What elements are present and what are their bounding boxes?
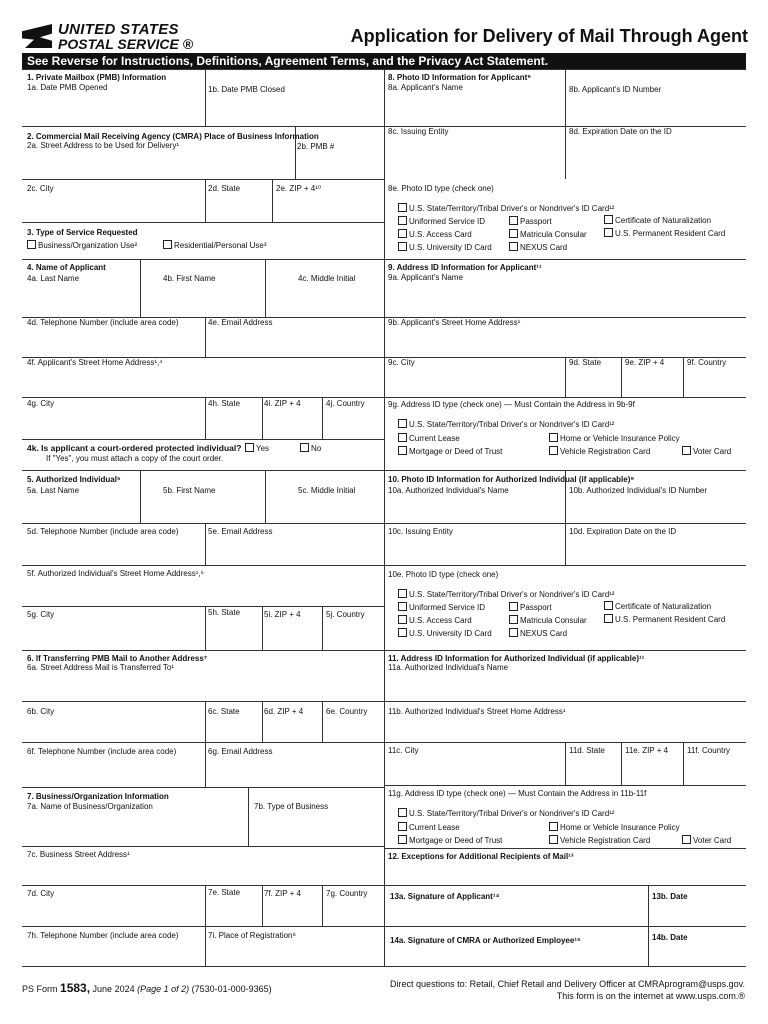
instructions-bar: See Reverse for Instructions, Definitions, Agreement Terms, and the Privacy Act Statement. (22, 53, 746, 69)
grid-line (384, 565, 746, 566)
eagle-icon (22, 24, 52, 48)
grid-line (22, 439, 384, 440)
id-option-voter[interactable]: Voter Card (682, 446, 731, 456)
grid-line (621, 357, 622, 397)
field-5i-label: 5i. ZIP + 4 (264, 610, 301, 619)
field-5a-label: 5a. Last Name (27, 486, 80, 495)
checkbox[interactable] (509, 615, 518, 624)
checkbox[interactable] (398, 615, 407, 624)
checkbox[interactable] (682, 835, 691, 844)
field-5h-label: 5h. State (208, 608, 241, 617)
checkbox[interactable] (398, 589, 407, 598)
field-11e-label: 11e. ZIP + 4 (625, 746, 669, 755)
field-8a-label: 8a. Applicant's Name (388, 83, 463, 92)
field-11b-label: 11b. Authorized Individual's Street Home Address¹ (388, 707, 566, 716)
id-option-access[interactable]: U.S. Access Card (398, 615, 472, 625)
questions-footer: Direct questions to: Retail, Chief Retail and Delivery Officer at CMRAprogram@usps.gov. (390, 979, 745, 989)
grid-line (384, 785, 746, 786)
id-option-resident[interactable]: U.S. Permanent Resident Card (604, 228, 725, 238)
grid-line (384, 885, 746, 886)
checkbox[interactable] (509, 628, 518, 637)
id-option-uniformed[interactable]: Uniformed Service ID (398, 602, 485, 612)
field-8d-label: 8d. Expiration Date on the ID (569, 127, 672, 136)
id-option-state[interactable]: U.S. State/Territory/Tribal Driver's or Nondriver's ID Card¹² (398, 589, 614, 599)
field-8c-label: 8c. Issuing Entity (388, 127, 449, 136)
field-11g-label: 11g. Address ID type (check one) — Must Contain the Address in 11b-11f (388, 789, 647, 798)
section-4-heading: 4. Name of Applicant (27, 263, 106, 272)
grid-line (565, 357, 566, 397)
date-13b-label: 13b. Date (652, 892, 688, 901)
checkbox[interactable] (549, 835, 558, 844)
section-8-heading: 8. Photo ID Information for Applicant⁹ (388, 73, 532, 82)
field-9b-label: 9b. Applicant's Street Home Address¹ (388, 318, 521, 327)
field-7g-label: 7g. Country (326, 889, 368, 898)
checkbox[interactable] (300, 443, 309, 452)
section-3-heading: 3. Type of Service Requested (27, 228, 138, 237)
checkbox[interactable] (398, 446, 407, 455)
grid-line (22, 126, 384, 127)
field-9g-label: 9g. Address ID type (check one) — Must Contain the Address in 9b-9f (388, 400, 635, 409)
checkbox[interactable] (604, 614, 613, 623)
field-8b-label: 8b. Applicant's ID Number (569, 85, 662, 94)
field-4e-label: 4e. Email Address (208, 318, 273, 327)
checkbox[interactable] (509, 216, 518, 225)
field-5c-label: 5c. Middle Initial (298, 486, 356, 495)
grid-line (205, 606, 206, 650)
grid-line (22, 966, 746, 967)
field-7c-label: 7c. Business Street Address¹ (27, 850, 130, 859)
grid-line (22, 742, 384, 743)
field-2c-label: 2c. City (27, 184, 54, 193)
grid-line (205, 885, 206, 966)
section-11-heading: 11. Address ID Information for Authorized Individual (if applicable)¹¹ (388, 654, 645, 663)
id-option-state[interactable]: U.S. State/Territory/Tribal Driver's or Nondriver's ID Card¹² (398, 203, 614, 213)
checkbox[interactable] (398, 433, 407, 442)
grid-line (22, 701, 384, 702)
field-7h-label: 7h. Telephone Number (include area code) (27, 931, 179, 940)
field-4f-label: 4f. Applicant's Street Home Address¹,⁴ (27, 358, 163, 367)
field-4b-label: 4b. First Name (163, 274, 216, 283)
id-option-passport[interactable]: Passport (509, 602, 552, 612)
grid-line (683, 742, 684, 785)
grid-line (265, 259, 266, 317)
field-6f-label: 6f. Telephone Number (include area code) (27, 747, 177, 756)
grid-line (384, 69, 385, 966)
checkbox[interactable] (549, 433, 558, 442)
field-4k-question: 4k. Is applicant a court-ordered protected individual? (27, 443, 242, 453)
grid-line (272, 179, 273, 222)
checkbox[interactable] (509, 242, 518, 251)
field-2d-label: 2d. State (208, 184, 241, 193)
checkbox[interactable] (398, 242, 407, 251)
field-4h-label: 4h. State (208, 399, 241, 408)
grid-line (648, 885, 649, 966)
grid-line (322, 397, 323, 439)
checkbox[interactable] (398, 808, 407, 817)
brand-line-1: UNITED STATES (58, 21, 179, 38)
grid-line (22, 606, 384, 607)
option-4k-no[interactable]: No (300, 443, 321, 453)
checkbox[interactable] (398, 602, 407, 611)
field-10b-label: 10b. Authorized Individual's ID Number (569, 486, 708, 495)
field-5j-label: 5j. Country (326, 610, 365, 619)
section-1-heading: 1. Private Mailbox (PMB) Information (27, 73, 167, 82)
id-option-state[interactable]: U.S. State/Territory/Tribal Driver's or Nondriver's ID Card¹² (398, 419, 614, 429)
form-id-footer: PS Form 1583, June 2024 (Page 1 of 2) (7530-01-000-9365) (22, 981, 272, 995)
field-2e-label: 2e. ZIP + 4¹⁰ (276, 184, 322, 193)
id-option-vehicle[interactable]: Vehicle Registration Card (549, 835, 650, 845)
id-option-resident[interactable]: U.S. Permanent Resident Card (604, 614, 725, 624)
checkbox[interactable] (604, 215, 613, 224)
checkbox[interactable] (682, 446, 691, 455)
field-6a-label: 6a. Street Address Mail is Transferred To¹ (27, 663, 175, 672)
grid-line (683, 357, 684, 397)
grid-line (565, 470, 566, 565)
id-option-nexus[interactable]: NEXUS Card (509, 242, 567, 252)
id-option-mortgage[interactable]: Mortgage or Deed of Trust (398, 446, 502, 456)
field-11c-label: 11c. City (388, 746, 419, 755)
field-7i-label: 7i. Place of Registration⁸ (208, 931, 296, 940)
checkbox[interactable] (398, 203, 407, 212)
field-4k-note: If "Yes", you must attach a copy of the court order. (46, 454, 224, 463)
checkbox[interactable] (604, 601, 613, 610)
id-option-insurance[interactable]: Home or Vehicle Insurance Policy (549, 822, 680, 832)
field-11f-label: 11f. Country (687, 746, 730, 755)
checkbox[interactable] (398, 419, 407, 428)
signature-cmra-label: 14a. Signature of CMRA or Authorized Employee¹⁵ (390, 936, 581, 945)
field-2b-label: 2b. PMB # (297, 142, 335, 151)
field-5b-label: 5b. First Name (163, 486, 216, 495)
field-11a-label: 11a. Authorized Individual's Name (388, 663, 509, 672)
grid-line (565, 69, 566, 179)
field-7f-label: 7f. ZIP + 4 (264, 889, 301, 898)
id-option-lease[interactable]: Current Lease (398, 433, 460, 443)
checkbox[interactable] (604, 228, 613, 237)
id-option-nexus[interactable]: NEXUS Card (509, 628, 567, 638)
grid-line (384, 848, 746, 849)
grid-line (22, 397, 384, 398)
grid-line (262, 885, 263, 926)
id-option-vehicle[interactable]: Vehicle Registration Card (549, 446, 650, 456)
field-8e-label: 8e. Photo ID type (check one) (388, 184, 494, 193)
field-4g-label: 4g. City (27, 399, 55, 408)
grid-line (205, 179, 206, 222)
option-4k-yes[interactable]: Yes (245, 443, 269, 453)
id-option-insurance[interactable]: Home or Vehicle Insurance Policy (549, 433, 680, 443)
field-6d-label: 6d. ZIP + 4 (264, 707, 304, 716)
id-option-university[interactable]: U.S. University ID Card (398, 242, 492, 252)
grid-line (205, 397, 206, 439)
field-10a-label: 10a. Authorized Individual's Name (388, 486, 509, 495)
checkbox[interactable] (549, 822, 558, 831)
field-4j-label: 4j. Country (326, 399, 365, 408)
checkbox[interactable] (245, 443, 254, 452)
field-6b-label: 6b. City (27, 707, 55, 716)
grid-line (262, 606, 263, 650)
field-2a-label: 2a. Street Address to be Used for Delivery¹ (27, 141, 180, 150)
internet-footer: This form is on the internet at www.usps.com.® (556, 991, 745, 1001)
id-option-access[interactable]: U.S. Access Card (398, 229, 472, 239)
section-5-heading: 5. Authorized Individual⁵ (27, 475, 121, 484)
id-option-passport[interactable]: Passport (509, 216, 552, 226)
field-7e-label: 7e. State (208, 888, 241, 897)
field-5d-label: 5d. Telephone Number (include area code) (27, 527, 179, 536)
usps-logo (22, 20, 194, 54)
field-10c-label: 10c. Issuing Entity (388, 527, 453, 536)
field-9d-label: 9d. State (569, 358, 602, 367)
field-9e-label: 9e. ZIP + 4 (625, 358, 665, 367)
checkbox[interactable] (27, 240, 36, 249)
field-4a-label: 4a. Last Name (27, 274, 80, 283)
grid-line (205, 317, 206, 357)
grid-line (621, 742, 622, 785)
id-option-mortgage[interactable]: Mortgage or Deed of Trust (398, 835, 502, 845)
option-residential-use[interactable]: Residential/Personal Use³ (163, 240, 267, 250)
id-option-naturalization[interactable]: Certificate of Naturalization (604, 215, 711, 225)
date-14b-label: 14b. Date (652, 933, 688, 942)
id-option-university[interactable]: U.S. University ID Card (398, 628, 492, 638)
signature-applicant-label: 13a. Signature of Applicant¹⁴ (390, 892, 500, 901)
field-7b-label: 7b. Type of Business (254, 802, 329, 811)
field-4d-label: 4d. Telephone Number (include area code) (27, 318, 179, 327)
id-option-matricula[interactable]: Matricula Consular (509, 615, 587, 625)
field-1b-label: 1b. Date PMB Closed (208, 85, 285, 94)
grid-line (265, 470, 266, 523)
section-2-heading: 2. Commercial Mail Receiving Agency (CMRA) Place of Business Information (27, 132, 319, 141)
grid-line (322, 701, 323, 742)
grid-line (140, 259, 141, 317)
checkbox[interactable] (398, 822, 407, 831)
grid-line (22, 179, 384, 180)
grid-line (384, 701, 746, 702)
grid-line (140, 470, 141, 523)
id-option-lease[interactable]: Current Lease (398, 822, 460, 832)
field-5g-label: 5g. City (27, 610, 55, 619)
checkbox[interactable] (398, 628, 407, 637)
section-12-heading: 12. Exceptions for Additional Recipients of Mail¹³ (388, 852, 574, 861)
id-option-uniformed[interactable]: Uniformed Service ID (398, 216, 485, 226)
brand-line-2: POSTAL SERVICE ® (58, 36, 194, 52)
grid-line (248, 787, 249, 846)
grid-line (22, 565, 384, 566)
grid-line (22, 926, 384, 927)
grid-line (262, 701, 263, 742)
grid-line (22, 885, 384, 886)
field-9f-label: 9f. Country (687, 358, 727, 367)
section-6-heading: 6. If Transferring PMB Mail to Another Address⁷ (27, 654, 208, 663)
section-7-heading: 7. Business/Organization Information (27, 792, 169, 801)
form-title: Application for Delivery of Mail Through Agent (350, 26, 748, 46)
field-7d-label: 7d. City (27, 889, 55, 898)
grid-line (22, 787, 384, 788)
checkbox[interactable] (398, 835, 407, 844)
field-4c-label: 4c. Middle Initial (298, 274, 356, 283)
grid-line (262, 397, 263, 439)
grid-line (322, 606, 323, 650)
id-option-matricula[interactable]: Matricula Consular (509, 229, 587, 239)
section-9-heading: 9. Address ID Information for Applicant¹¹ (388, 263, 542, 272)
id-option-state[interactable]: U.S. State/Territory/Tribal Driver's or Nondriver's ID Card¹² (398, 808, 614, 818)
field-7a-label: 7a. Name of Business/Organization (27, 802, 153, 811)
field-4i-label: 4i. ZIP + 4 (264, 399, 301, 408)
grid-line (22, 846, 384, 847)
checkbox[interactable] (509, 602, 518, 611)
field-6c-label: 6c. State (208, 707, 240, 716)
checkbox[interactable] (549, 446, 558, 455)
grid-line (205, 69, 206, 126)
field-6e-label: 6e. Country (326, 707, 368, 716)
form-number: 1583, (60, 981, 91, 995)
field-10d-label: 10d. Expiration Date on the ID (569, 527, 677, 536)
grid-line (384, 397, 746, 398)
checkbox[interactable] (163, 240, 172, 249)
field-9a-label: 9a. Applicant's Name (388, 273, 463, 282)
id-option-naturalization[interactable]: Certificate of Naturalization (604, 601, 711, 611)
grid-line (205, 523, 206, 565)
field-6g-label: 6g. Email Address (208, 747, 273, 756)
grid-line (205, 701, 206, 787)
checkbox[interactable] (398, 216, 407, 225)
grid-line (22, 222, 384, 223)
grid-line (565, 742, 566, 785)
field-9c-label: 9c. City (388, 358, 415, 367)
field-5f-label: 5f. Authorized Individual's Street Home Address¹,⁶ (27, 569, 204, 578)
option-business-use[interactable]: Business/Organization Use² (27, 240, 137, 250)
field-11d-label: 11d. State (569, 746, 605, 755)
checkbox[interactable] (398, 229, 407, 238)
field-1a-label: 1a. Date PMB Opened (27, 83, 108, 92)
grid-line (322, 885, 323, 926)
id-option-voter[interactable]: Voter Card (682, 835, 731, 845)
checkbox[interactable] (509, 229, 518, 238)
field-10e-label: 10e. Photo ID type (check one) (388, 570, 499, 579)
field-5e-label: 5e. Email Address (208, 527, 273, 536)
grid-line (384, 926, 746, 927)
section-10-heading: 10. Photo ID Information for Authorized Individual (if applicable)⁹ (388, 475, 635, 484)
